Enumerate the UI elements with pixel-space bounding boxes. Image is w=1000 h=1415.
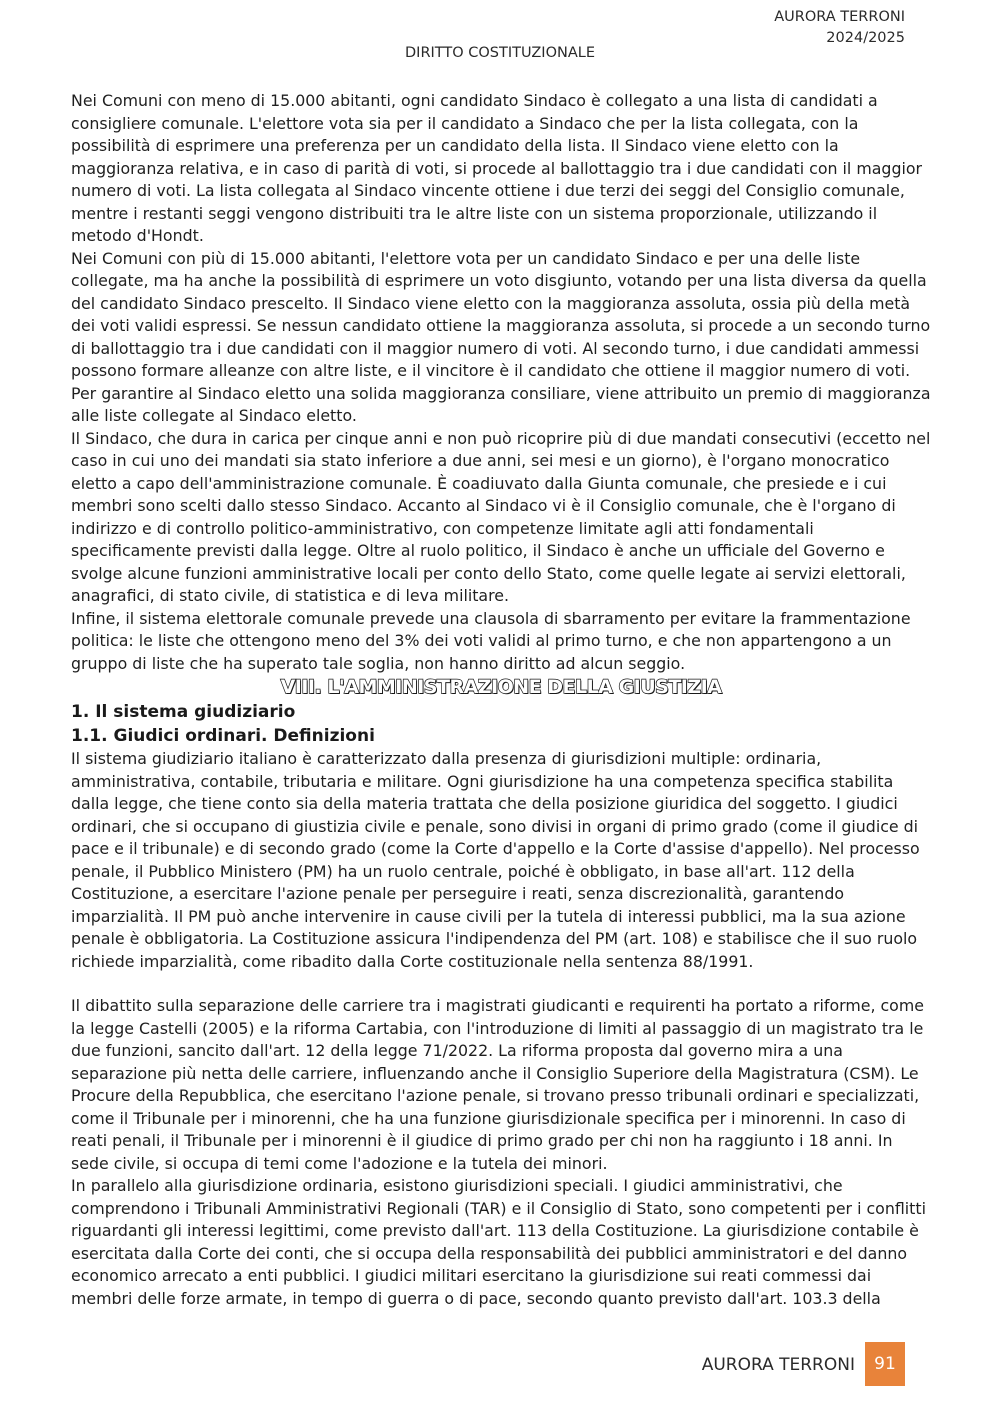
footer-author: AURORA TERRONI bbox=[701, 1355, 855, 1375]
paragraph: Nei Comuni con meno di 15.000 abitanti, ogni candidato Sindaco è collegato a una lista di candidati a consigliere comunale. L'elettore vota sia per il candidato a Sindaco che per la lista collegata, con la possibilità di esprimere una preferenza per un candidato della lista. Il Sindaco viene eletto con la maggioranza relativa, e in caso di parità di voti, si procede al ballottaggio tra i due candidati con il maggior numero di voti. La lista collegata al Sindaco vincente ottiene i due terzi dei seggi del Consiglio comunale, mentre i restanti seggi vengono distribuiti tra le altre liste con un sistema proporzionale, utilizzando il metodo d'Hondt. bbox=[71, 91, 923, 245]
page-content bbox=[71, 90, 931, 1310]
paragraph: Nei Comuni con più di 15.000 abitanti, l'elettore vota per un candidato Sindaco e per una delle liste collegate, ma ha anche la possibilità di esprimere un voto disgiunto, votando per una lista diversa da quella del candidato Sindaco prescelto. Il Sindaco viene eletto con la maggioranza assoluta, ossia più della metà dei voti validi espressi. Se nessun candidato ottiene la maggioranza assoluta, si procede a un secondo turno di ballottaggio tra i due candidati con il maggior numero di voti. Al secondo turno, i due candidati ammessi possono formare alleanze con altre liste, e il vincitore è il candidato che ottiene il maggior numero di voti. Per garantire al Sindaco eletto una solida maggioranza consiliare, viene attribuito un premio di maggioranza alle liste collegate al Sindaco eletto. bbox=[71, 248, 931, 425]
section-title: VIII. L'AMMINISTRAZIONE DELLA GIUSTIZIA bbox=[280, 676, 722, 698]
header-author-block bbox=[774, 7, 905, 49]
paragraph-gap bbox=[71, 973, 931, 995]
paragraph: Infine, il sistema elettorale comunale prevede una clausola di sbarramento per evitare la frammentazione politica: le liste che ottengono meno del 3% dei voti validi al primo turno, e che non appartengono a un gruppo di liste che ha superato tale soglia, non hanno diritto ad alcun seggio. bbox=[71, 608, 911, 673]
heading-1: 1. Il sistema giudiziario bbox=[71, 702, 296, 722]
paragraph: Il dibattito sulla separazione delle carriere tra i magistrati giudicanti e requirenti ha portato a riforme, come la legge Castelli (2005) e la riforma Cartabia, con l'introduzione di limiti al passaggio di un magistrato tra le due funzioni, sancito dall'art. 12 della legge 71/2022. La riforma proposta dal governo mira a una separazione più netta delle carriere, influenzando anche il Consiglio Superiore della Magistratura (CSM). Le Procure della Repubblica, che esercitano l'azione penale, si trovano presso tribunali ordinari e specializzati, come il Tribunale per i minorenni, che ha una funzione giurisdizionale specifica per i minorenni. In caso di reati penali, il Tribunale per i minorenni è il giudice di primo grado per chi non ha raggiunto i 18 anni. In sede civile, si occupa di temi come l'adozione e la tutela dei minori. bbox=[71, 996, 924, 1173]
paragraph: In parallelo alla giurisdizione ordinaria, esistono giurisdizioni speciali. I giudici amministrativi, che comprendono i Tribunali Amministrativi Regionali (TAR) e il Consiglio di Stato, sono competenti per i conflitti riguardanti gli interessi legittimi, come previsto dall'art. 113 della Costituzione. La giurisdizione contabile è esercitata dalla Corte dei conti, che si occupa della responsabilità dei pubblici amministratori e del danno economico arrecato a enti pubblici. I giudici militari esercitano la giurisdizione sui reati commessi dai membri delle forze armate, in tempo di guerra o di pace, secondo quanto previsto dall'art. 103.3 della bbox=[71, 1176, 926, 1308]
heading-2: 1.1. Giudici ordinari. Definizioni bbox=[71, 726, 375, 746]
paragraph: Il sistema giudiziario italiano è caratterizzato dalla presenza di giurisdizioni multiple: ordinaria, amministrativa, contabile, tributaria e militare. Ogni giurisdizione ha una competenza specifica stabilita dalla legge, che tiene conto sia della materia trattata che della posizione giuridica del soggetto. I giudici ordinari, che si occupano di giustizia civile e penale, sono divisi in organi di primo grado (come il giudice di pace e il tribunale) e di secondo grado (come la Corte d'appello e la Corte d'assise d'appello). Nel processo penale, il Pubblico Ministero (PM) ha un ruolo centrale, poiché è obbligato, in base all'art. 112 della Costituzione, a esercitare l'azione penale per perseguire i reati, senza discrezionalità, garantendo imparzialità. Il PM può anche intervenire in cause civili per la tutela di interessi pubblici, ma la sua azione penale è obbligatoria. La Costituzione assicura l'indipendenza del PM (art. 108) e stabilisce che il suo ruolo richiede imparzialità, come ribadito dalla Corte costituzionale nella sentenza 88/1991. bbox=[71, 749, 920, 971]
header-year: 2024/2025 bbox=[826, 30, 905, 46]
page-number-badge: 91 bbox=[865, 1342, 905, 1386]
header-author: AURORA TERRONI bbox=[774, 9, 905, 25]
header-course: DIRITTO COSTITUZIONALE bbox=[405, 45, 595, 61]
paragraph: Il Sindaco, che dura in carica per cinque anni e non può ricoprire più di due mandati consecutivi (eccetto nel caso in cui uno dei mandati sia stato inferiore a due anni, sei mesi e un giorno), è l'organo monocratico eletto a capo dell'amministrazione comunale. È coadiuvato dalla Giunta comunale, che presiede e i cui membri sono scelti dallo stesso Sindaco. Accanto al Sindaco vi è il Consiglio comunale, che è l'organo di indirizzo e di controllo politico-amministrativo, con competenze limitate agli atti fondamentali specificamente previsti dalla legge. Oltre al ruolo politico, il Sindaco è anche un ufficiale del Governo e svolge alcune funzioni amministrative locali per conto dello Stato, come quelle legate ai servizi elettorali, anagrafici, di stato civile, di statistica e di leva militare. bbox=[71, 428, 931, 605]
